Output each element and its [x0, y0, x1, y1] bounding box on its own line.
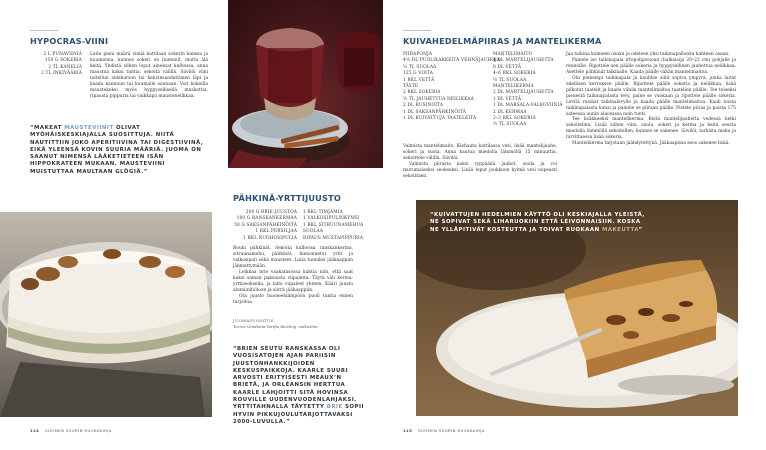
ingredient: 8 DL VETTÄ [493, 64, 522, 70]
pahkina-method: Rouhi pähkinät. Sekoita kulhossa ranskankerma, sitruunamehu, pähkinät, hienonnetut yrtit ja valkosipuli sekä mausteet. Laita tunniksi jääkaappiin jähmettymään. Leikkaa brie vaakatasossa kahtia niin, että saat kaksi saman paksuista viipaletta. Täytä väli kerma-yrttiseoksella, ja laita viipaleet yhteen. Kääri juusto alumiinifolioon ja siirrä jääkaappiin. Ota juusto huoneenlämpöön puoli tuntia ennen tarjoilua. [233, 246, 353, 305]
ingredient: 4 DL MANTELIJAUHETTA [493, 58, 554, 64]
kuivahedelma-ingredients-1 [403, 52, 501, 122]
ingredient: 1 RKL RUOHOSIPULIA [243, 235, 297, 241]
ingredient: 1 VALKOSIPULINKYNSI [303, 216, 360, 222]
wine-glasses-photo [228, 0, 383, 168]
hypocras-quote: “MAKEAT MAUSTEVIINIT OLIVAT MYÖHÄISKESKIAJALLA SUOSITTUJA. NIITÄ NAUTITTIIN JOKO APERITIIVINA TAI DIGESTIIVINÄ, EIKÄ YLEENSÄ KOVIN SUURIA MÄÄRIÄ. JUOMA ON SAANUT NIMENSÄ LÄÄKETIETEEN ISÄN HIPPOKRATEEN MUKAAN. MAUSTEVIINI MUISTUTTAA MAULTAAN GLÖGIÄ.” [30, 125, 204, 175]
ingredient: 2 TL KANELIA [48, 64, 82, 70]
ingredient: 50 G SAKSANPÄHKINÖITÄ [234, 222, 297, 228]
ingredient-heading: PIIRAPOHJA [403, 52, 433, 57]
ingredient: SUOLAA [303, 229, 324, 235]
ingredient-heading: MANTELIKERMA [493, 84, 534, 90]
hypocras-method: Laita pieni määrä viiniä kattilaan sokerin kanssa ja kuumenna, kunnes sokeri on liuennut, mutta älä keitä. Yhdistä siihen loput aineksat kulhossa, anna maustua kaksi tuntia, sekoita välillä. Siivilöi viini taitellun sideharson tai kahvinsuodattimen läpi ja kaada kannuun tai kuumalle saunaan. Voit kokeilla maustekeksi myös hyppysellisellä muskottia, ripausta pippuria tai vaikkapa maustenelikkaa. [90, 52, 208, 99]
folio-left: 114 SUOMEN SUURIN RUOKAKIRJA [30, 428, 112, 433]
kuivahedelma-ingredients-2 [493, 52, 563, 129]
hypocras-ingredients [30, 52, 82, 78]
pahkina-title: PÄHKINÄ-YRTTIJUUSTO [233, 193, 342, 203]
ingredient: 1 RKL SITRUUNAMEHUA [303, 222, 364, 228]
hypocras-title: HYPOCRAS-VIINI [30, 36, 109, 46]
ingredient: 2–3 RKL SOKERIA [493, 116, 536, 122]
ingredient: 125 G VOITA [403, 71, 433, 77]
section-rule [30, 30, 58, 31]
ingredient-heading: MANTELIMAITO [493, 52, 533, 57]
folio-right: 115 SUOMEN SUURIN RUOKAKIRJA [403, 428, 485, 433]
kuivahedelma-method-left: Valmista mantelimaito. Kiehauta kattilassa vesi, lisää mantelijauhe, sokeri ja suola. Anna hautua miedolla lämmöllä 15 minuuttia, sekoittele välillä. Siivilöi. Valmista piirasta kaksi ryppäänä jauhot, suola ja voi murumaiseksi seokseksi. Lisää loput joukkoon kylmä vesi nopeasti sekoittaen. [403, 144, 557, 179]
ingredient: 2 L PUNAVIINIÄ [43, 52, 82, 57]
ingredient: 2 DL KERMAA [493, 109, 527, 115]
kuivahedelma-method-right: Jaa taikina kolmeen osaan ja odeleen yksi taikinapalloista kahteen osaan. Painele iso taikinapala irtopohjavuoan (halkaisija 20–22 cm) pohjalle ja reunoille. Ripottele sen päälle sokeria ja hyppysellinen jauhettua neilikkaa. Asettele pähkinät taikinalle. Kaada päälle vähän mantelimaitoa. Ota pienempi taikinapala ja kaulitse siitä sopiva ympyrä, jonka laitat edellisen kerroksen päälle. Ripottele päälle sokeria ja neilikkaa, lisää pilkotut taatelit ja kaada vähän mantelimaitoa taatelien päälle. Tee toiseksi pienestä taikinapalasta levy, paine se vuokaan ja ripottele päälle sokeria. Levitä rusinat taikinalevylle ja kaada päälle mantelimaitoa. Kaali toista taikinapalasta kansi ja painele se piiraan päälle. Pistele piiras ja paista 175 asteessa uunin alaosassa noin tunti. Tee lisäkkeeksi mantelikerma. Keitä mantelijauhetta vedessä hetki sekoitellen. Lisää siihen viini, suola, sokeri ja kerma ja keitä seosta miedolla lämmöllä sekoitellen, kunnes se sakenee. Siivilöi, tarkista maku ja tarvittaessa lisää sokeria. Mantelikerma tarjotaan jäähdytettynä. Jääkaapissa seos sakenee lisää. [566, 52, 736, 147]
ingredient: 1 DL MARSALA-VALKOVIINIÄ [493, 103, 563, 109]
ingredient: 1 RKL TIMJAMIA [303, 210, 343, 215]
ingredient: 100 G RANSKANKERMAA [236, 216, 297, 222]
pahkina-quote: “BRIEN SEUTU RANSKASSA OLI VUOSISATOJEN AJAN PARIISIN JUUSTONHANKKIJOIDEN KESKUSPAIKKOJA. KAARLE SUURI ARVOSTI ERITYISESTI MEAUX’N BRIETÄ, JA ORLÉANSIN HERTTUA KAARLE LAHJOITTI SITÄ HOVINSA ROUVILLE UUDENVUODENLAHJAKSI. YRTTITAHNALLA TÄYTETTY BRIE SOPII HYVIN PIKKUJOULUTARJOTTAVAKSI 2000-LUVULLA.” [233, 346, 365, 425]
ingredient: 2 TL INKIVÄÄRIÄ [41, 71, 82, 77]
pahkina-ingredients-left [233, 210, 297, 242]
ingredient: RIPAUS MUSTAPIPPURIA [303, 235, 364, 241]
ingredient: 2 RKL SOKERIA [403, 90, 441, 96]
ingredient: ½ TL SUOLAA [493, 77, 527, 83]
brie-cheese-photo [0, 212, 212, 417]
ingredient: 150 G SOKERIA [44, 58, 82, 64]
ingredient: ½ TL SUOLAA [403, 64, 437, 70]
kuivahedelma-quote: “KUIVATTUJEN HEDELMIEN KÄYTTÖ OLI KESKIAJALLA YLEISTÄ, NE SOPIVAT SEKÄ LIHARUOKIIN ETTÄ LEIVONNAISIIN. KOSKA NE YLLÄPITIVÄT KOSTEUTTA JA TOIVAT RUOKAAN MAKEUTTA” [430, 212, 645, 233]
ingredient: 1 DL VETTÄ [493, 96, 522, 102]
section-rule [403, 30, 431, 31]
drink-recommendation: JUOMASUOSITUS: Torres Vendimia Tarifia Riesling -valkoviini. [233, 318, 319, 329]
ingredient: ½ TL SUOLAA [493, 122, 527, 128]
ingredient: 4½ DL PUOLIKARKEITA VEHNÄJAUHOJA [403, 58, 501, 64]
ingredient: 1 DL SAKSANPÄHKINÖITÄ [403, 109, 466, 115]
ingredient-heading: TÄYTE [403, 84, 419, 90]
pahkina-ingredients-right [303, 210, 369, 242]
kuivahedelma-title: KUIVAHEDELMÄPIIRAS JA MANTELIKERMA [403, 36, 602, 46]
ingredient: 1 RKL VETTÄ [403, 77, 435, 83]
ingredient: 2 DL RUSINOITA [403, 103, 444, 109]
ingredient: 4–6 RKL SOKERIA [493, 71, 536, 77]
ingredient: 2 DL MANTELIJAUHETTA [493, 90, 554, 96]
ingredient: 1 RKL PERSILJAA [255, 229, 297, 235]
ingredient: ½ TL JAUHETTUA NEILIKKAA [403, 96, 474, 102]
ingredient: 1 DL KUIVATTUJA TAATELEITA [403, 116, 477, 122]
ingredient: 200 G BRIE-JUUSTOA [245, 210, 297, 215]
